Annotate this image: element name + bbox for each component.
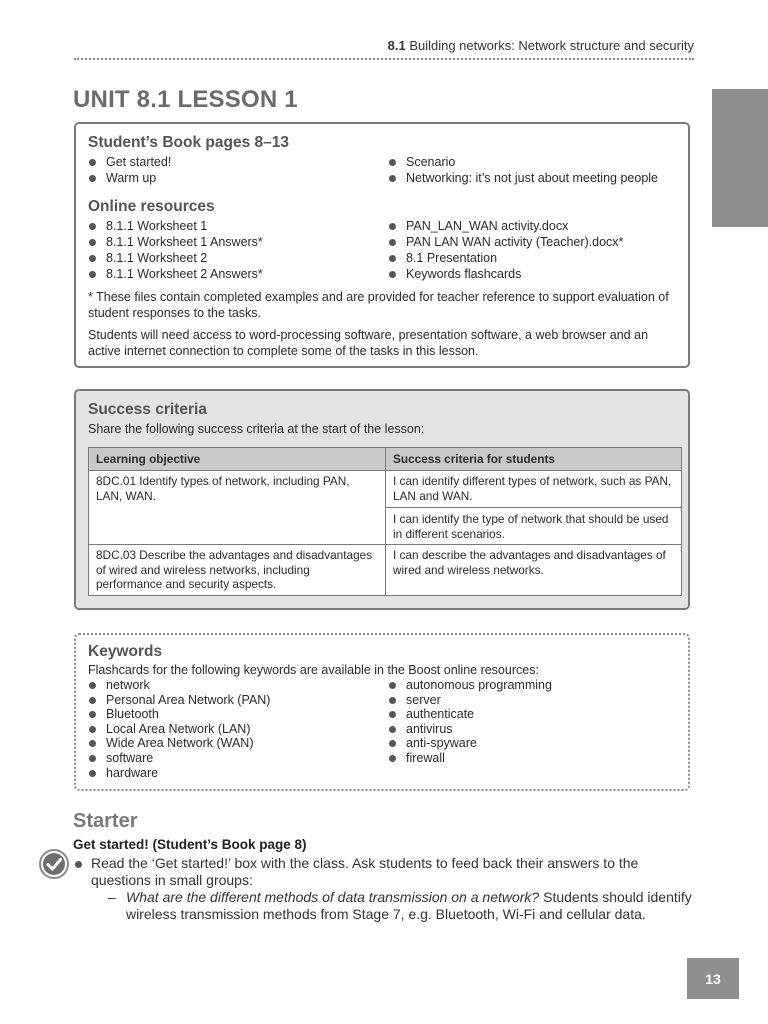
criterion: I can identify the type of network that should be used in different scenarios. [386,507,681,544]
keyword-item: autonomous programming [388,678,552,693]
objective-cell: 8DC.03 Describe the advantages and disadvantages of wired and wireless networks, including performance and security aspects. [89,545,386,596]
list-item: 8.1.1 Worksheet 1 Answers* [88,234,388,250]
table-row [89,545,682,596]
resources-box [74,122,690,368]
list-item: PAN_LAN_WAN activity.docx [388,218,623,234]
keyword-item: antivirus [388,722,552,737]
students-book-list-left [88,154,388,186]
keywords-list-left [88,678,388,780]
list-item: 8.1.1 Worksheet 2 [88,250,388,266]
page-title: UNIT 8.1 LESSON 1 [73,86,298,113]
answer-text: Students should identify wireless transmission methods from Stage 7, e.g. Bluetooth, Wi-Fi and cellular data. [126,889,692,922]
list-item: Scenario [388,154,658,170]
success-criteria-title: Success criteria [88,401,207,418]
online-resources-title: Online resources [88,198,215,215]
success-criteria-table [88,447,682,596]
section-number: 8.1 [387,38,406,53]
list-item: 8.1.1 Worksheet 2 Answers* [88,266,388,282]
keywords-list-right [388,678,552,780]
keyword-item: anti-spyware [388,736,552,751]
table-row [89,471,682,545]
criterion: I can identify different types of network, such as PAN, LAN and WAN. [393,474,672,503]
online-resources-list-left [88,218,388,282]
criteria-cell [386,545,682,596]
section-title: Building networks: Network structure and security [409,38,694,53]
get-started-heading: Get started! (Student’s Book page 8) [73,837,307,852]
keyword-item: Personal Area Network (PAN) [88,693,388,708]
running-header [74,38,694,53]
teacher-note: * These files contain completed examples and are provided for teacher reference to support evaluation of student responses to the tasks. [88,290,669,320]
list-item: PAN LAN WAN activity (Teacher).docx* [388,234,623,250]
keyword-item: server [388,693,552,708]
online-resources-list-right [388,218,623,282]
list-item: Get started! [88,154,388,170]
header-divider [74,58,694,60]
column-header: Success criteria for students [386,448,682,471]
starter-heading: Starter [73,810,138,832]
keyword-item: software [88,751,388,766]
list-item: Networking: it’s not just about meeting people [388,170,658,186]
requirements-note: Students will need access to word-processing software, presentation software, a web browser and an active internet connection to complete some of the tasks in this lesson. [88,328,649,358]
starter-list [74,855,694,923]
list-item: 8.1 Presentation [388,250,623,266]
criteria-cell [386,471,682,545]
dash: – [108,889,116,905]
keyword-item: network [88,678,388,693]
success-criteria-box [74,389,690,610]
keyword-item: firewall [388,751,552,766]
sub-item [91,889,694,923]
page-number: 13 [687,958,739,999]
column-header: Learning objective [89,448,386,471]
success-criteria-intro: Share the following success criteria at the start of the lesson: [88,422,425,436]
side-tab [712,89,768,227]
list-item [74,855,694,923]
criterion: I can describe the advantages and disadvantages of wired and wireless networks. [393,548,666,577]
keyword-item: Wide Area Network (WAN) [88,736,388,751]
keyword-item: Bluetooth [88,707,388,722]
list-item: 8.1.1 Worksheet 1 [88,218,388,234]
keyword-item: hardware [88,766,388,781]
keyword-item: authenticate [388,707,552,722]
list-item: Keywords flashcards [388,266,623,282]
students-book-list-right [388,154,658,186]
list-item: Warm up [88,170,388,186]
students-book-title: Student’s Book pages 8–13 [88,134,289,151]
question-text: What are the different methods of data transmission on a network? [126,889,540,905]
objective-cell: 8DC.01 Identify types of network, including PAN, LAN, WAN. [89,471,386,545]
keywords-box [74,633,690,791]
keywords-title: Keywords [88,643,163,660]
keyword-item: Local Area Network (LAN) [88,722,388,737]
assessment-check-icon [38,848,70,880]
keywords-intro: Flashcards for the following keywords are available in the Boost online resources: [88,663,539,677]
starter-instruction: Read the ‘Get started!’ box with the class. Ask students to feed back their answers to the questions in small groups: [91,855,639,888]
